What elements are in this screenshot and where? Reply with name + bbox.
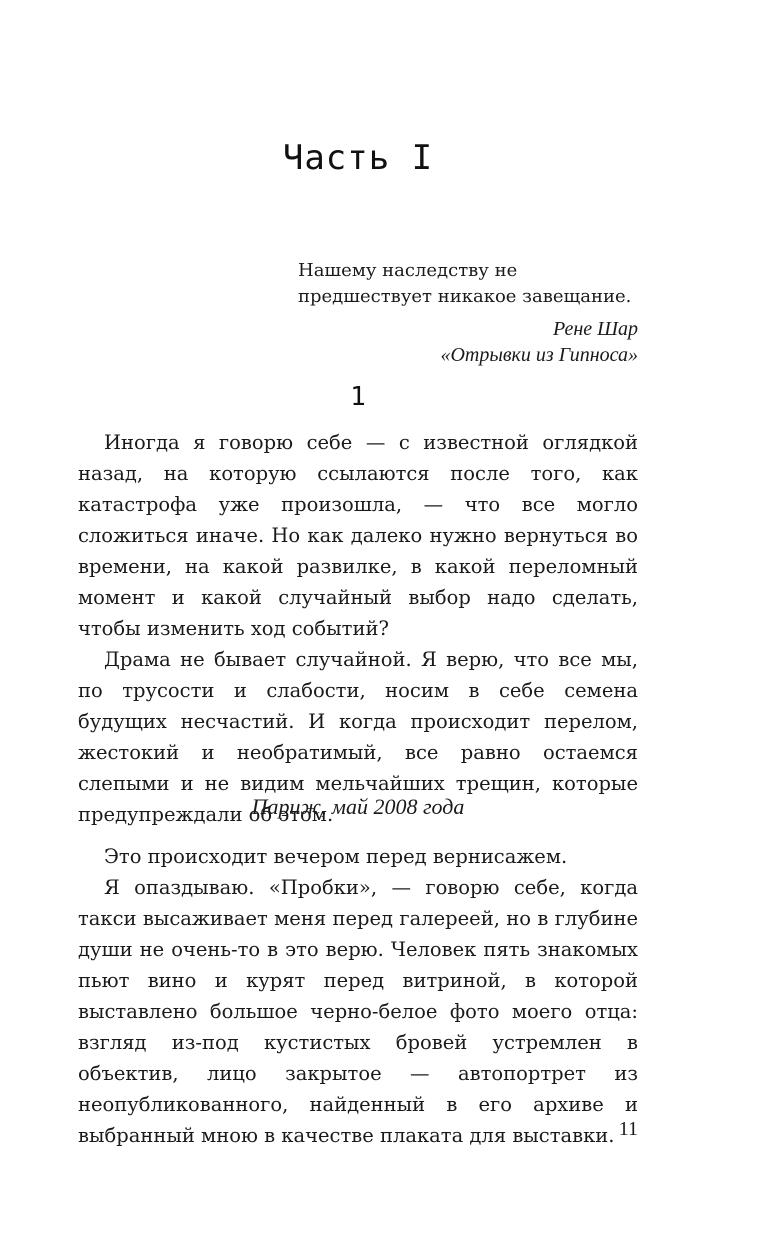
part-title: Часть I <box>282 138 434 178</box>
paragraph: Иногда я говорю себе — с известной оглядкой назад, на которую ссылаются после того, как катастрофа уже произошла, — что все могло сложиться иначе. Но как далеко нужно вернуться во времени, на какой развилке, в какой переломный момент и какой случайный выбор надо сделать, чтобы изменить ход событий? <box>78 431 638 640</box>
paragraph: Я опаздываю. «Пробки», — говорю себе, когда такси высаживает меня перед галереей, но в глубине души не очень-то в это верю. Человек пять знакомых пьют вино и курят перед витриной, в которой выставлено большое черно-белое фото моего отца: взгляд из-под кустистых бровей устремлен в объектив, лицо закрытое — автопортрет из неопубликованного, найденный в его архиве и выбранный мною в качестве плаката для выставки. <box>78 876 638 1147</box>
epigraph <box>298 258 638 368</box>
paragraph: Драма не бывает случайной. Я верю, что все мы, по трусости и слабости, носим в себе семена будущих несчастий. И когда происходит перелом, жестокий и необратимый, все равно остаемся слепыми и не видим мельчайших трещин, которые предупреждали об этом. <box>78 648 638 826</box>
section-2-text <box>78 841 638 1151</box>
paragraph: Это происходит вечером перед вернисажем. <box>104 845 568 868</box>
section-1-text <box>78 427 638 830</box>
place-date-heading: Париж, май 2008 года <box>251 794 465 819</box>
epigraph-source: «Отрывки из Гипноса» <box>440 344 638 366</box>
chapter-number: 1 <box>350 382 366 412</box>
page-number: 11 <box>618 1118 638 1140</box>
epigraph-text: Нашему наследству не предшествует никакое завещание. <box>298 260 632 307</box>
epigraph-author: Рене Шар <box>552 318 638 340</box>
